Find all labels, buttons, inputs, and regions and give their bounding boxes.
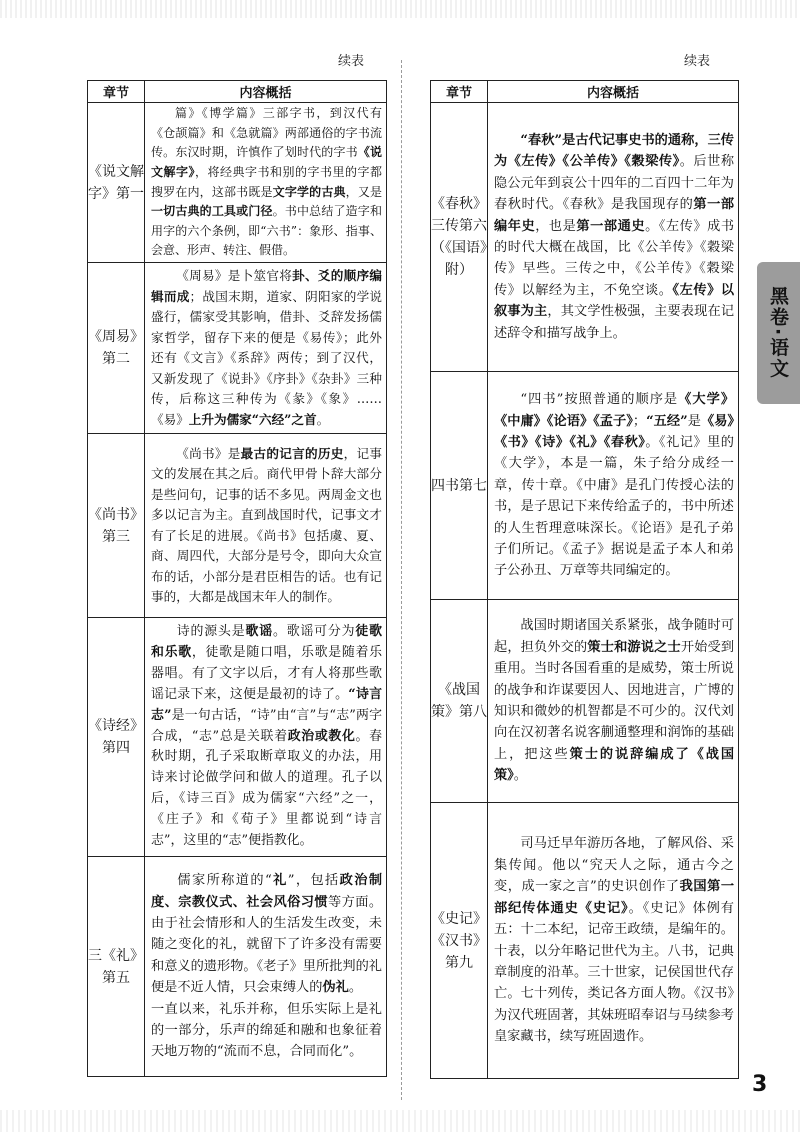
table-row — [88, 857, 387, 1077]
table-row — [88, 434, 387, 618]
column-header-chapter: 章节 — [431, 81, 488, 103]
chapter-cell: 《史记》《汉书》第九 — [431, 803, 488, 1079]
table-header-row — [431, 81, 739, 103]
table-row — [88, 263, 387, 434]
chapter-cell: 《周易》第二 — [88, 263, 145, 434]
table-row — [88, 103, 387, 263]
table-row — [88, 618, 387, 857]
chapter-cell: 《战国策》第八 — [431, 600, 488, 803]
table-row — [431, 103, 739, 372]
chapter-cell: 《说文解字》第一 — [88, 103, 145, 263]
column-header-summary: 内容概括 — [145, 81, 387, 103]
summary-cell: 《尚书》是最古的记言的历史，记事文的发展在其之后。商代甲骨卜辞大部分是些问句，记事的话不多见。两周金文也多以记言为主。直到战国时代，记事文才有了长足的进展。《尚书》包括虞、夏、商、周四代，大部分是号令，即向大众宣布的话，小部分是君臣相告的话。也有记事的，大都是战国末年人的制作。 — [145, 434, 387, 618]
summary-cell: 篇》《博学篇》三部字书，到汉代有《仓颉篇》和《急就篇》两部通俗的字书流传。东汉时期，许慎作了划时代的字书《说文解字》，将经典字书和别的字书里的字都搜罗在内，这部书既是文字学的古典，又是一切古典的工具或门径。书中总结了造字和用字的六个条例，即“六书”：象形、指事、会意、形声、转注、假借。 — [145, 103, 387, 263]
column-divider — [401, 60, 402, 1100]
section-side-tab — [757, 262, 800, 404]
summary-cell: 《周易》是卜筮官将卦、爻的顺序编辑而成；战国末期，道家、阴阳家的学说盛行，儒家受其影响，借卦、爻辞发扬儒家哲学，留存下来的便是《易传》；此外还有《文言》《系辞》两传；到了汉代，又新发现了《说卦》《序卦》《杂卦》三种传，后称这三种传为《彖》《象》……《易》上升为儒家“六经”之首。 — [145, 263, 387, 434]
right-summary-table — [430, 80, 739, 1079]
chapter-cell: 《春秋》三传第六（《国语》附） — [431, 103, 488, 372]
right-continued-label: 续表 — [684, 54, 711, 69]
page-number: 3 — [752, 1072, 768, 1097]
table-row — [431, 600, 739, 803]
column-header-chapter: 章节 — [88, 81, 145, 103]
left-continued-label: 续表 — [338, 54, 365, 69]
chapter-cell: 《诗经》第四 — [88, 618, 145, 857]
scan-noise-bottom — [0, 1110, 800, 1132]
chapter-cell: 四书第七 — [431, 372, 488, 600]
table-row — [431, 372, 739, 600]
column-header-summary: 内容概括 — [488, 81, 739, 103]
chapter-cell: 三《礼》第五 — [88, 857, 145, 1077]
side-tab-label: 黑卷·语文 — [767, 286, 789, 380]
summary-cell: 战国时期诸国关系紧张，战争随时可起，担负外交的策士和游说之士开始受到重用。当时各国看重的是威势，策士所说的战争和诈谋要因人、因地进言，广博的知识和微妙的机智都是不可少的。汉代刘向在汉初著名说客蒯通整理和润饰的基础上，把这些策士的说辞编成了《战国策》。 — [488, 600, 739, 803]
chapter-cell: 《尚书》第三 — [88, 434, 145, 618]
summary-cell: 诗的源头是歌谣。歌谣可分为徒歌和乐歌，徒歌是随口唱，乐歌是随着乐器唱。有了文字以后，才有人将那些歌谣记录下来，这便是最初的诗了。“诗言志”是一句古话，“诗”由“言”与“志”两字合成，“志”总是关联着政治或教化。春秋时期，孔子采取断章取义的办法，用诗来讨论做学问和做人的道理。孔子以后，《诗三百》成为儒家“六经”之一，《庄子》和《荀子》里都说到“诗言志”，这里的“志”便指教化。 — [145, 618, 387, 857]
summary-cell: 司马迁早年游历各地，了解风俗、采集传闻。他以“究天人之际，通古今之变，成一家之言”的史识创作了我国第一部纪传体通史《史记》。《史记》体例有五：十二本纪，记帝王政绩，是编年的。十表，以分年略记世代为主。八书，记典章制度的沿革。三十世家，记侯国世代存亡。七十列传，类记各方面人物。《汉书》为汉代班固著，其妹班昭奉诏与马续参考皇家藏书，续写班固遗作。 — [488, 803, 739, 1079]
left-summary-table — [87, 80, 387, 1077]
table-row — [431, 803, 739, 1079]
summary-cell: “四书”按照普通的顺序是《大学》《中庸》《论语》《孟子》；“五经”是《易》《书》《诗》《礼》《春秋》。《礼记》里的《大学》，本是一篇，朱子给分成经一章，传十章。《中庸》是孔门传授心法的书，是子思记下来传给孟子的，书中所述的人生哲理意味深长。《论语》是孔子弟子们所记。《孟子》据说是孟子本人和弟子公孙丑、万章等共同编定的。 — [488, 372, 739, 600]
table-header-row — [88, 81, 387, 103]
summary-cell: “春秋”是古代记事史书的通称，三传为《左传》《公羊传》《穀梁传》。后世称隐公元年到哀公十四年的二百四十二年为春秋时代。《春秋》是我国现存的第一部编年史，也是第一部通史。《左传》成书的时代大概在战国，比《公羊传》《穀梁传》早些。三传之中，《公羊传》《穀梁传》以解经为主，不免空谈。《左传》以叙事为主，其文学性极强，主要表现在记述辞令和描写战争上。 — [488, 103, 739, 372]
scan-noise-top — [0, 0, 800, 18]
summary-cell: 儒家所称道的“礼”，包括政治制度、宗教仪式、社会风俗习惯等方面。由于社会情形和人的生活发生改变，未随之变化的礼，就留下了许多没有需要和意义的遗形物。《老子》里所批判的礼便是不近人情，只会束缚人的伪礼。 一直以来，礼乐并称，但乐实际上是礼的一部分，乐声的绵延和融和也象征着天地万物的“流而不息，合同而化”。 — [145, 857, 387, 1077]
